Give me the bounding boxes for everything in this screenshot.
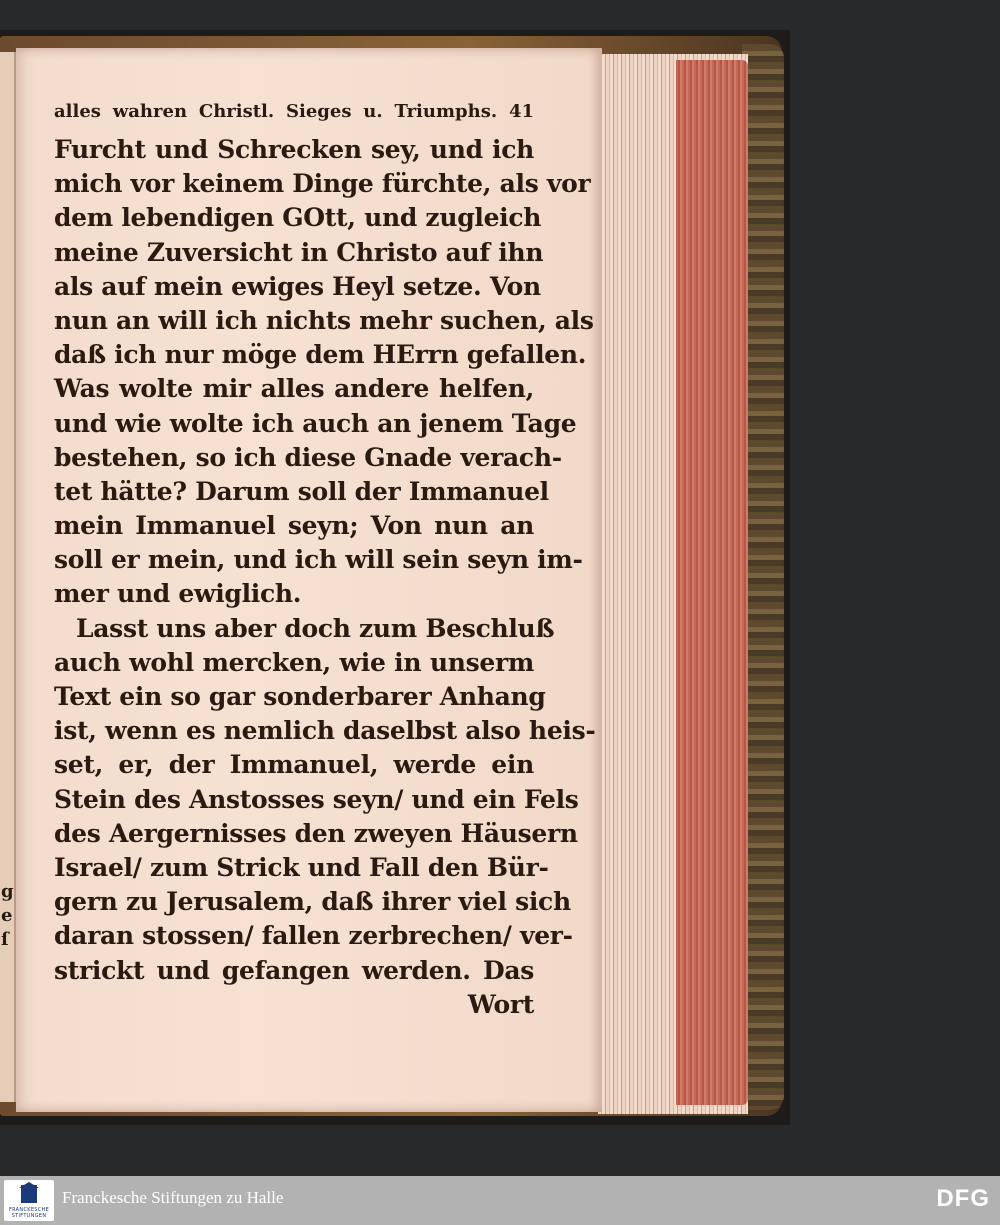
text-line: dem lebendigen GOtt, und zugleich (54, 203, 542, 233)
text-line: daran stossen/ fallen zerbrechen/ ver- (54, 921, 573, 951)
catchword: Wort (467, 989, 534, 1019)
logo-building-icon (21, 1185, 37, 1203)
red-page-edges (676, 60, 748, 1105)
text-line: als auf mein ewiges Heyl setze. Von (54, 271, 541, 301)
text-line: Lasst uns aber doch zum Beschluß (76, 613, 555, 643)
text-line: Israel/ zum Strick und Fall den Bür- (54, 852, 549, 882)
text-line: Furcht und Schrecken sey, und ich (54, 135, 534, 164)
text-line: des Aergernisses den zweyen Häusern (54, 818, 578, 848)
text-line: mich vor keinem Dinge fürchte, als vor (54, 169, 591, 199)
text-lines (54, 133, 596, 988)
text-line: meine Zuversicht in Christo auf ihn (54, 237, 544, 267)
text-line: bestehen, so ich diese Gnade verach- (54, 442, 562, 472)
book-page (16, 48, 602, 1112)
institution-logo[interactable] (4, 1180, 54, 1221)
text-line: Text ein so gar sonderbarer Anhang (54, 682, 546, 711)
text-line: daß ich nur möge dem HErrn gefallen. (54, 340, 587, 370)
facing-page-fragments: g e ſ (1, 881, 14, 950)
text-line: Was wolte mir alles andere helfen, (54, 374, 534, 404)
text-line: soll er mein, und ich will sein seyn im- (54, 545, 583, 575)
dfg-logo[interactable]: DFG (936, 1185, 990, 1212)
page-text (54, 101, 596, 1022)
text-line: mer und ewiglich. (54, 579, 302, 609)
running-header: alles wahren Christl. Sieges u. Triumphs. 41 (54, 101, 534, 122)
text-line: mein Immanuel seyn; Von nun an (54, 511, 534, 541)
text-line: gern zu Jerusalem, daß ihrer viel sich (54, 887, 571, 917)
logo-caption: FRANCKESCHE STIFTUNGEN (8, 1207, 50, 1219)
text-line: und wie wolte ich auch an jenem Tage (54, 408, 577, 438)
institution-name[interactable]: Franckesche Stiftungen zu Halle (62, 1188, 284, 1207)
text-line: strickt und gefangen werden. Das (54, 955, 534, 985)
text-line: auch wohl mercken, wie in unserm (54, 647, 534, 677)
text-line: set, er, der Immanuel, werde ein (54, 750, 534, 780)
viewer-footer (0, 1176, 1000, 1225)
text-line: tet hätte? Darum soll der Immanuel (54, 476, 549, 506)
book-spine-edge (742, 44, 784, 1110)
text-line: Stein des Anstosses seyn/ und ein Fels (54, 784, 579, 814)
text-line: ist, wenn es nemlich daselbst also heis- (54, 716, 596, 746)
text-line: nun an will ich nichts mehr suchen, als (54, 305, 594, 335)
